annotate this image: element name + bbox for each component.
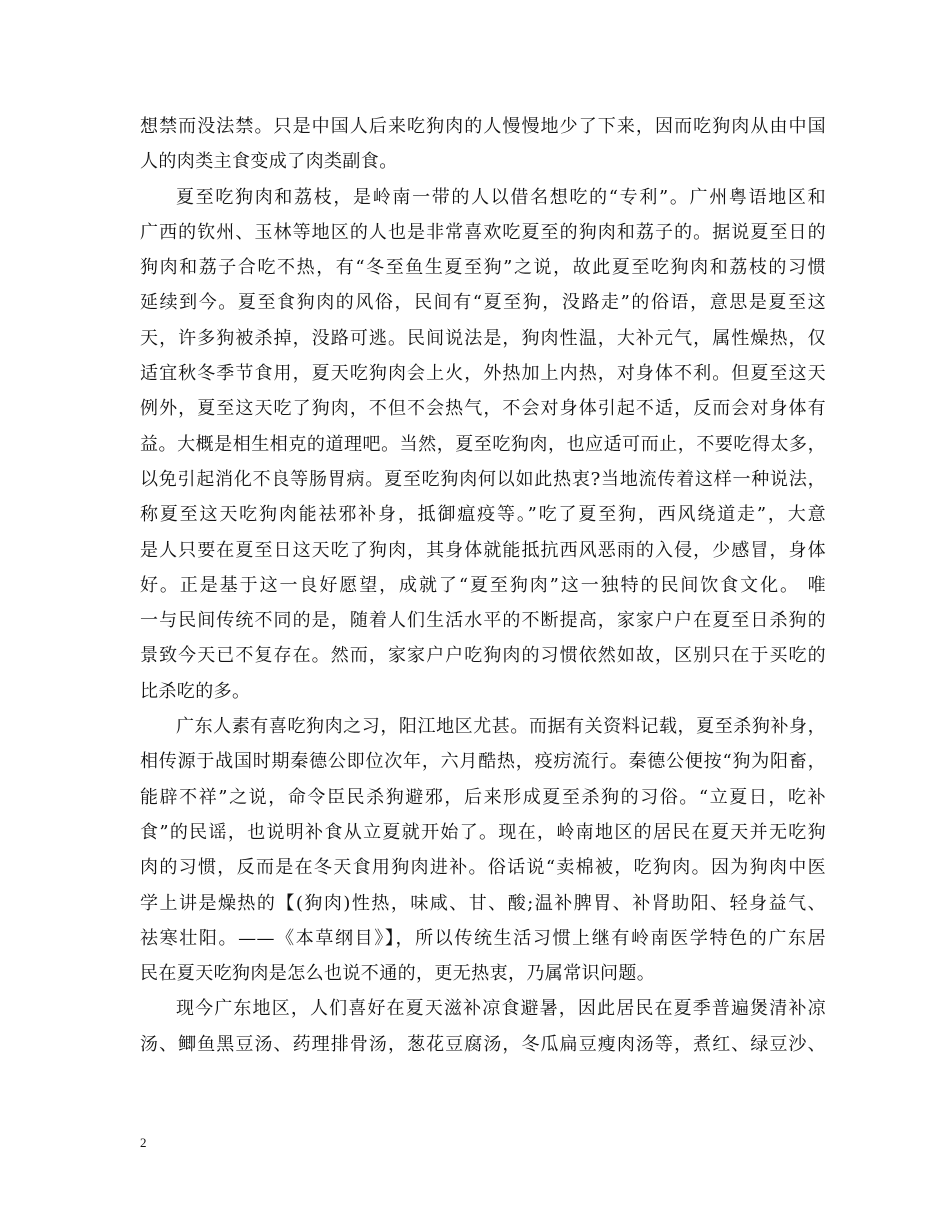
page-number: 2 — [140, 1135, 147, 1150]
text-line: 人的肉类主食变成了肉类副食。 — [140, 151, 398, 173]
text-line: 景致今天已不复存在。然而，家家户户吃狗肉的习惯依然如故，区别只在于买吃的 — [140, 645, 826, 667]
text-line: 相传源于战国时期秦德公即位次年，六月酷热，疫疠流行。秦德公便按“狗为阳畜， — [140, 751, 826, 773]
text-line: 学上讲是燥热的【(狗肉)性热，味咸、甘、酸;温补脾胃、补肾助阳、轻身益气、 — [140, 892, 826, 914]
paragraph-first-line: 广东人素有喜吃狗肉之习，阳江地区尤甚。而据有关资料记载，夏至杀狗补身， — [176, 716, 826, 738]
text-line: 例外，夏至这天吃了狗肉，不但不会热气，不会对身体引起不适，反而会对身体有 — [140, 398, 826, 420]
text-line: 延续到今。夏至食狗肉的风俗，民间有“夏至狗，没路走”的俗语，意思是夏至这 — [140, 292, 826, 314]
text-line: 好。正是基于这一良好愿望，成就了“夏至狗肉”这一独特的民间饮食文化。 唯 — [140, 574, 826, 596]
text-line: 汤、鲫鱼黑豆汤、药理排骨汤，葱花豆腐汤，冬瓜扁豆瘦肉汤等，煮红、绿豆沙、 — [140, 1033, 826, 1055]
text-line: 广西的钦州、玉林等地区的人也是非常喜欢吃夏至的狗肉和荔子的。据说夏至日的 — [140, 221, 826, 243]
text-line: 称夏至这天吃狗肉能祛邪补身，抵御瘟疫等。”吃了夏至狗，西风绕道走”，大意 — [140, 504, 826, 526]
text-line: 以免引起消化不良等肠胃病。夏至吃狗肉何以如此热衷?当地流传着这样一种说法， — [140, 468, 826, 490]
text-line: 想禁而没法禁。只是中国人后来吃狗肉的人慢慢地少了下来，因而吃狗肉从由中国 — [140, 116, 826, 137]
paragraph-first-line: 现今广东地区，人们喜好在夏天滋补凉食避暑，因此居民在夏季普遍煲清补凉 — [176, 998, 826, 1020]
text-line: 祛寒壮阳。——《本草纲目》】，所以传统生活习惯上继有岭南医学特色的广东居 — [140, 927, 826, 949]
text-line: 狗肉和荔子合吃不热，有“冬至鱼生夏至狗”之说，故此夏至吃狗肉和荔枝的习惯 — [140, 257, 826, 279]
text-line: 肉的习惯，反而是在冬天食用狗肉进补。俗话说“卖棉被，吃狗肉。因为狗肉中医 — [140, 857, 826, 879]
text-line: 能辟不祥”之说，命令臣民杀狗避邪，后来形成夏至杀狗的习俗。“立夏日，吃补 — [140, 786, 826, 808]
text-line: 益。大概是相生相克的道理吧。当然，夏至吃狗肉，也应适可而止，不要吃得太多， — [140, 433, 826, 455]
text-line: 一与民间传统不同的是，随着人们生活水平的不断提高，家家户户在夏至日杀狗的 — [140, 610, 826, 632]
text-line: 是人只要在夏至日这天吃了狗肉，其身体就能抵抗西风恶雨的入侵，少感冒，身体 — [140, 539, 826, 561]
text-line: 比杀吃的多。 — [140, 680, 251, 702]
text-line: 民在夏天吃狗肉是怎么也说不通的，更无热衷，乃属常识问题。 — [140, 963, 656, 985]
text-line: 适宜秋冬季节食用，夏天吃狗肉会上火，外热加上内热，对身体不利。但夏至这天 — [140, 363, 826, 385]
text-line: 天，许多狗被杀掉，没路可逃。民间说法是，狗肉性温，大补元气，属性燥热，仅 — [140, 327, 826, 349]
text-line: 食”的民谣，也说明补食从立夏就开始了。现在，岭南地区的居民在夏天并无吃狗 — [140, 821, 826, 843]
paragraph-first-line: 夏至吃狗肉和荔枝，是岭南一带的人以借名想吃的“专利”。广州粤语地区和 — [176, 186, 826, 208]
body-text — [140, 109, 826, 1062]
